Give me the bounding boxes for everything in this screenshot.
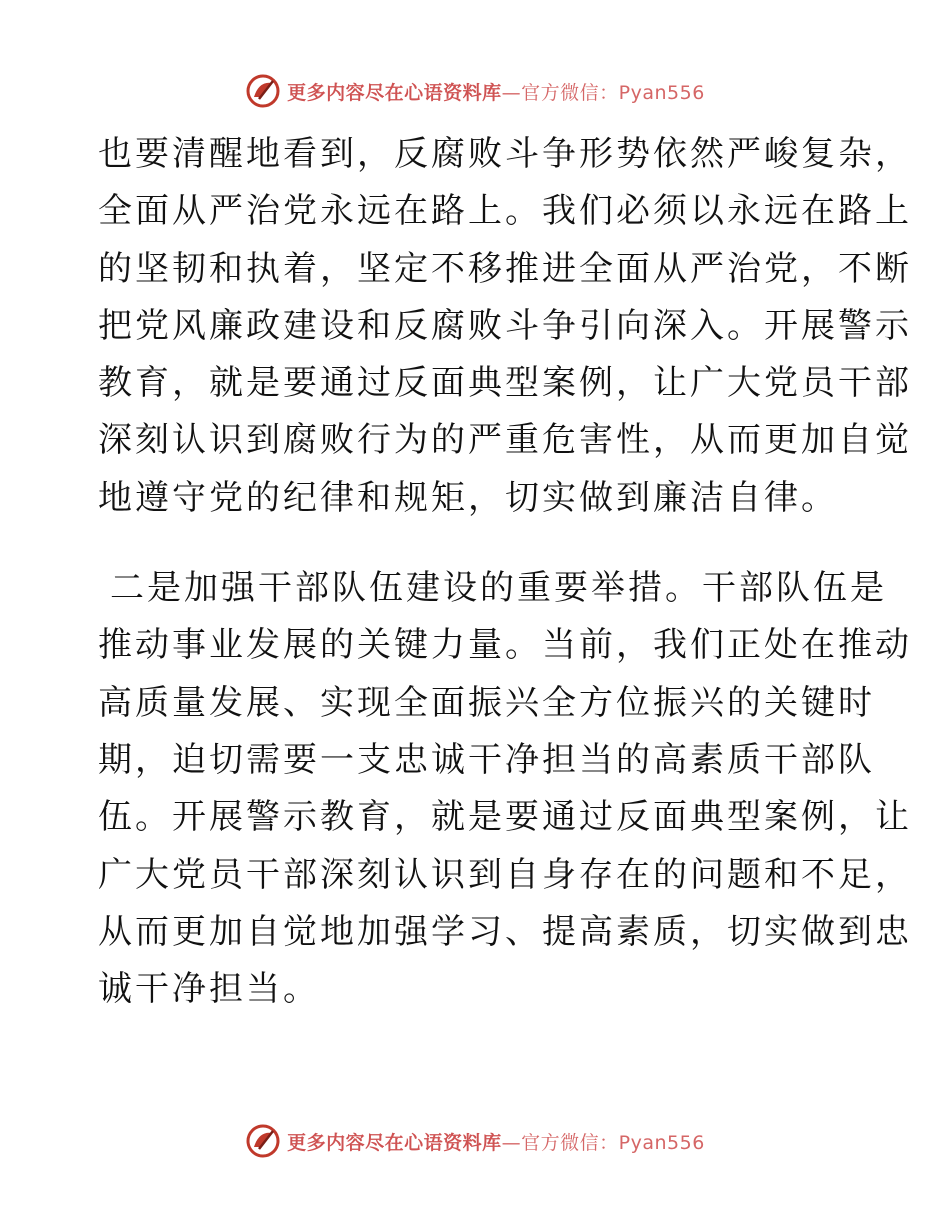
- text-line: 深刻认识到腐败行为的严重危害性，从而更加自觉: [98, 420, 912, 461]
- text-line: 也要清醒地看到，反腐败斗争形势依然严峻复杂，: [98, 134, 912, 174]
- text-line: 从而更加自觉地加强学习、提高素质，切实做到忠: [98, 911, 912, 952]
- banner-separator: —: [501, 81, 522, 104]
- text-line: 期，迫切需要一支忠诚干净担当的高素质干部队: [98, 739, 875, 780]
- text-line: 地遵守党的纪律和规矩，切实做到廉洁自律。: [98, 477, 838, 518]
- header-banner: [0, 71, 950, 111]
- text-line: 教育，就是要通过反面典型案例，让广大党员干部: [98, 363, 912, 404]
- paragraph-2: [98, 560, 912, 1018]
- footer-banner: [0, 1121, 950, 1161]
- document-body: [98, 126, 912, 1018]
- text-line: 的坚韧和执着，坚定不移推进全面从严治党，不断: [98, 248, 912, 289]
- text-line: 把党风廉政建设和反腐败斗争引向深入。开展警示: [98, 305, 912, 346]
- paragraph-1: [98, 126, 912, 527]
- text-line: 伍。开展警示教育，就是要通过反面典型案例，让: [98, 797, 912, 838]
- text-line: 广大党员干部深刻认识到自身存在的问题和不足，: [98, 854, 912, 895]
- text-line: 推动事业发展的关键力量。当前，我们正处在推动: [98, 625, 912, 666]
- banner-text: [287, 78, 705, 105]
- banner-main-text: 更多内容尽在心语资料库: [287, 81, 502, 104]
- banner-wechat-text: 官方微信：Pyan556: [521, 81, 705, 104]
- text-line: 诚干净担当。: [98, 969, 320, 1010]
- banner-separator: —: [501, 1131, 522, 1154]
- text-line: 高质量发展、实现全面振兴全方位振兴的关键时: [98, 682, 875, 723]
- paragraph-gap: [98, 527, 858, 560]
- text-line: 全面从严治党永远在路上。我们必须以永远在路上: [98, 191, 912, 232]
- logo-icon: [245, 1123, 281, 1159]
- logo-icon: [245, 73, 281, 109]
- banner-main-text: 更多内容尽在心语资料库: [287, 1131, 502, 1154]
- text-line: 二是加强干部队伍建设的重要举措。干部队伍是: [110, 568, 887, 609]
- banner-wechat-text: 官方微信：Pyan556: [521, 1131, 705, 1154]
- banner-text: [287, 1128, 705, 1155]
